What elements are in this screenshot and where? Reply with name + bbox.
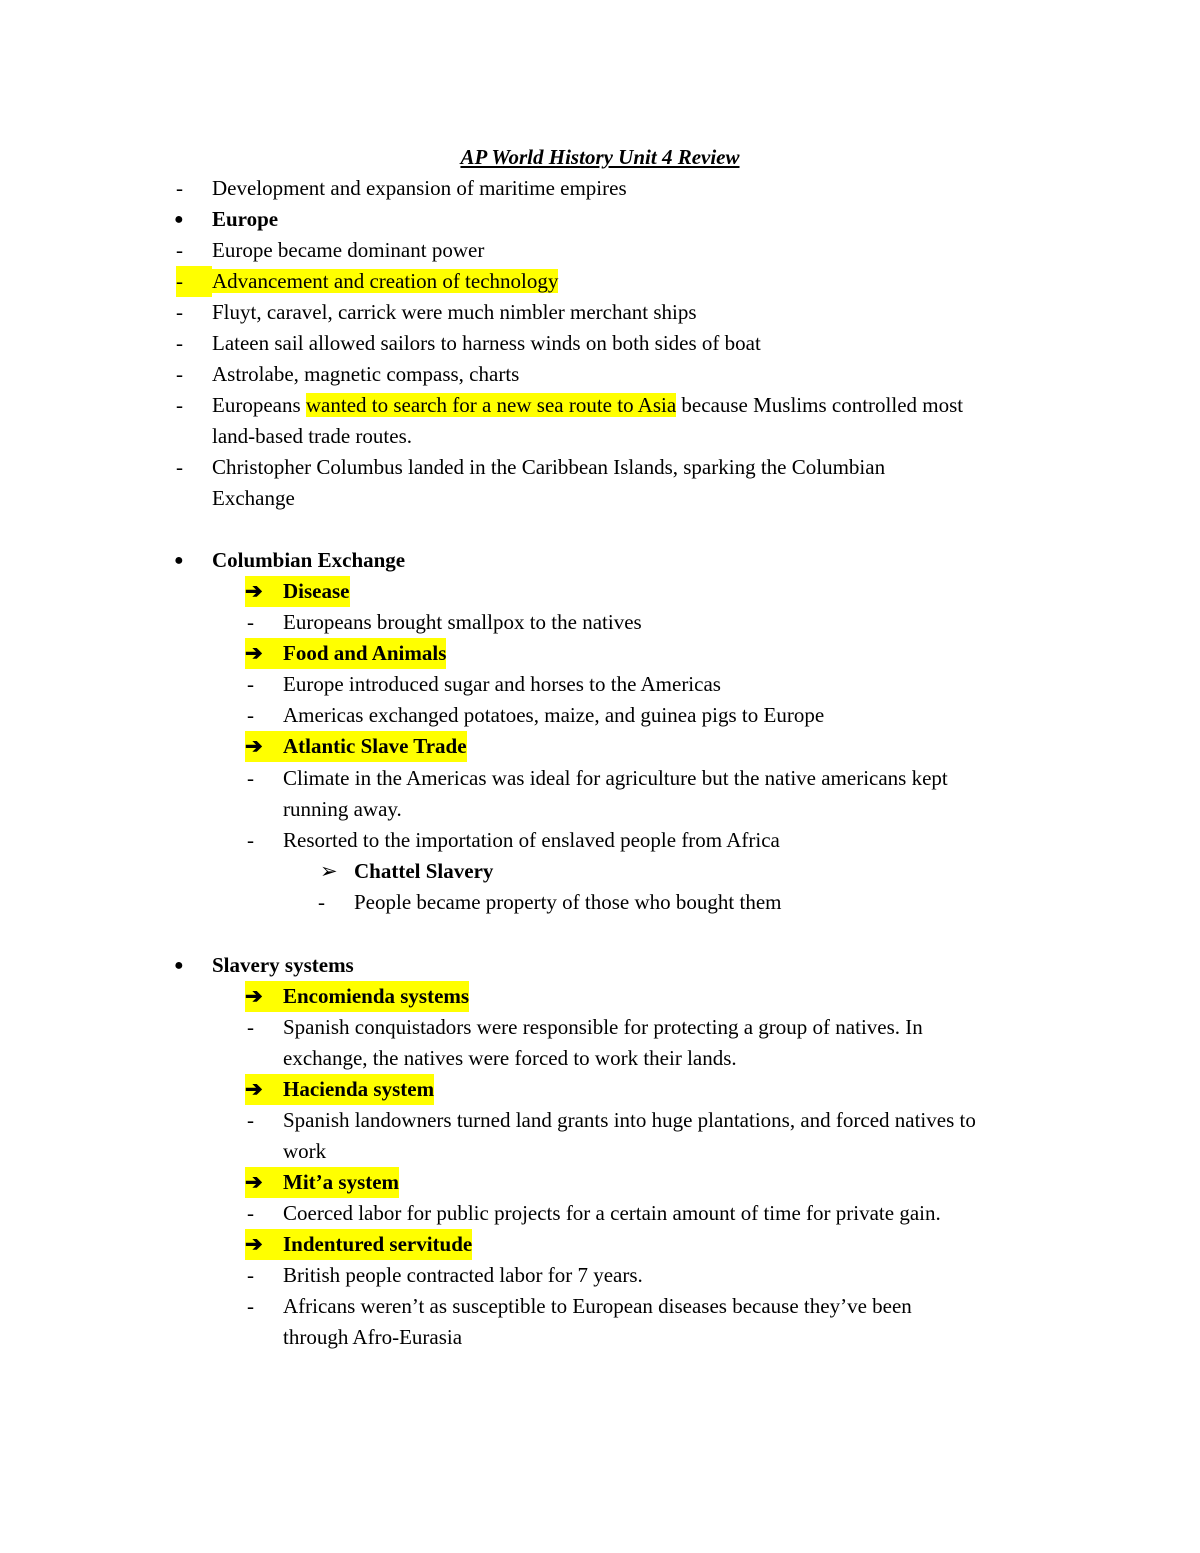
document-title: AP World History Unit 4 Review	[460, 145, 740, 169]
chattel-text: Chattel Slavery	[354, 859, 494, 883]
dash-marker: -	[176, 176, 183, 200]
hacienda-line-1-cont	[283, 1136, 326, 1167]
dash-marker: -	[247, 703, 254, 727]
dash-marker: -	[176, 362, 183, 386]
slave-text-1b: running away.	[283, 797, 402, 821]
intro-line	[176, 173, 627, 204]
food-text: Food and Animals	[283, 641, 447, 665]
indentured-text: Indentured servitude	[283, 1232, 473, 1256]
dash-marker: -	[176, 455, 183, 479]
europe-line-2	[176, 266, 559, 297]
europe-text-5: Astrolabe, magnetic compass, charts	[212, 362, 520, 386]
arrow-marker: ➔	[245, 638, 283, 669]
europe-line-6-cont	[212, 421, 412, 452]
indentured-line-1	[247, 1260, 643, 1291]
food-line-2	[247, 700, 825, 731]
chattel-line-1	[318, 887, 782, 918]
encomienda-text-1b: exchange, the natives were forced to work their lands.	[283, 1046, 737, 1070]
subheading-atlantic-slave-trade	[245, 731, 467, 762]
dash-marker: -	[247, 1294, 254, 1318]
dash-marker: -	[247, 1201, 254, 1225]
europe-text-6a: Europeans	[212, 393, 306, 417]
indentured-text-1: British people contracted labor for 7 years.	[283, 1263, 643, 1287]
dash-marker: -	[247, 672, 254, 696]
europe-line-3	[176, 297, 697, 328]
intro-text: Development and expansion of maritime empires	[212, 176, 627, 200]
europe-text-7a: Christopher Columbus landed in the Caribbean Islands, sparking the Columbian	[212, 455, 886, 479]
mita-text-1: Coerced labor for public projects for a certain amount of time for private gain.	[283, 1201, 941, 1225]
slave-line-2	[247, 825, 780, 856]
slave-trade-text: Atlantic Slave Trade	[283, 734, 467, 758]
hacienda-text-1a: Spanish landowners turned land grants into huge plantations, and forced natives to	[283, 1108, 976, 1132]
disease-text-1: Europeans brought smallpox to the natives	[283, 610, 642, 634]
arrow-marker: ➔	[245, 1074, 283, 1105]
europe-text-6d: land-based trade routes.	[212, 424, 413, 448]
slave-line-1-cont	[283, 794, 402, 825]
heading-columbian-exchange	[174, 545, 406, 576]
food-line-1	[247, 669, 721, 700]
dash-marker: -	[247, 766, 254, 790]
dash-marker: -	[247, 1015, 254, 1039]
europe-line-6	[176, 390, 964, 421]
food-text-2: Americas exchanged potatoes, maize, and guinea pigs to Europe	[283, 703, 825, 727]
subheading-indentured	[245, 1229, 473, 1260]
subheading-encomienda	[245, 981, 470, 1012]
europe-text-3: Fluyt, caravel, carrick were much nimbler merchant ships	[212, 300, 697, 324]
heading-europe	[174, 204, 279, 235]
chattel-text-1: People became property of those who bought them	[354, 890, 782, 914]
arrow-marker: ➔	[245, 1167, 283, 1198]
encomienda-line-1	[247, 1012, 923, 1043]
slavery-heading-text: Slavery systems	[212, 953, 354, 977]
indentured-text-2b: through Afro-Eurasia	[283, 1325, 463, 1349]
dash-marker: -	[318, 890, 325, 914]
slave-text-2: Resorted to the importation of enslaved people from Africa	[283, 828, 780, 852]
subheading-hacienda	[245, 1074, 435, 1105]
europe-heading-text: Europe	[212, 207, 279, 231]
europe-text-2-highlight: Advancement and creation of technology	[212, 269, 559, 293]
heading-slavery-systems	[174, 950, 354, 981]
slave-line-1	[247, 763, 948, 794]
subheading-chattel-slavery	[320, 856, 494, 887]
dash-marker: -	[247, 1108, 254, 1132]
europe-line-5	[176, 359, 520, 390]
subheading-mita	[245, 1167, 400, 1198]
indentured-line-2-cont	[283, 1322, 462, 1353]
disease-line-1	[247, 607, 642, 638]
hacienda-line-1	[247, 1105, 976, 1136]
bullet-marker: ●	[174, 552, 184, 569]
slave-text-1a: Climate in the Americas was ideal for agriculture but the native americans kept	[283, 766, 948, 790]
arrow-marker: ➔	[245, 731, 283, 762]
dash-marker: -	[247, 828, 254, 852]
columbian-heading-text: Columbian Exchange	[212, 548, 406, 572]
hacienda-text: Hacienda system	[283, 1077, 435, 1101]
dash-marker: -	[176, 266, 212, 297]
dash-marker: -	[176, 300, 183, 324]
europe-text-7b: Exchange	[212, 486, 295, 510]
europe-text-6b-highlight: wanted to search for a new sea route to Asia	[305, 393, 677, 417]
mita-text: Mit’a system	[283, 1170, 400, 1194]
triangle-marker: ➢	[320, 859, 338, 883]
arrow-marker: ➔	[245, 576, 283, 607]
encomienda-text: Encomienda systems	[283, 984, 470, 1008]
encomienda-text-1a: Spanish conquistadors were responsible for protecting a group of natives. In	[283, 1015, 923, 1039]
arrow-marker: ➔	[245, 1229, 283, 1260]
subheading-food-animals	[245, 638, 447, 669]
europe-line-1	[176, 235, 485, 266]
dash-marker: -	[176, 331, 183, 355]
indentured-text-2a: Africans weren’t as susceptible to European diseases because they’ve been	[283, 1294, 912, 1318]
europe-text-6c: because Muslims controlled most	[676, 393, 964, 417]
arrow-marker: ➔	[245, 981, 283, 1012]
dash-marker: -	[247, 1263, 254, 1287]
hacienda-text-1b: work	[283, 1139, 327, 1163]
subheading-disease	[245, 576, 350, 607]
dash-marker: -	[247, 610, 254, 634]
food-text-1: Europe introduced sugar and horses to the Americas	[283, 672, 721, 696]
disease-text: Disease	[283, 579, 350, 603]
europe-line-4	[176, 328, 761, 359]
dash-marker: -	[176, 393, 183, 417]
indentured-line-2	[247, 1291, 912, 1322]
europe-line-7-cont	[212, 483, 295, 514]
europe-line-7	[176, 452, 886, 483]
encomienda-line-1-cont	[283, 1043, 737, 1074]
bullet-marker: ●	[174, 211, 184, 228]
mita-line-1	[247, 1198, 941, 1229]
dash-marker: -	[176, 238, 183, 262]
europe-text-1: Europe became dominant power	[212, 238, 485, 262]
europe-text-4: Lateen sail allowed sailors to harness winds on both sides of boat	[212, 331, 761, 355]
bullet-marker: ●	[174, 957, 184, 974]
